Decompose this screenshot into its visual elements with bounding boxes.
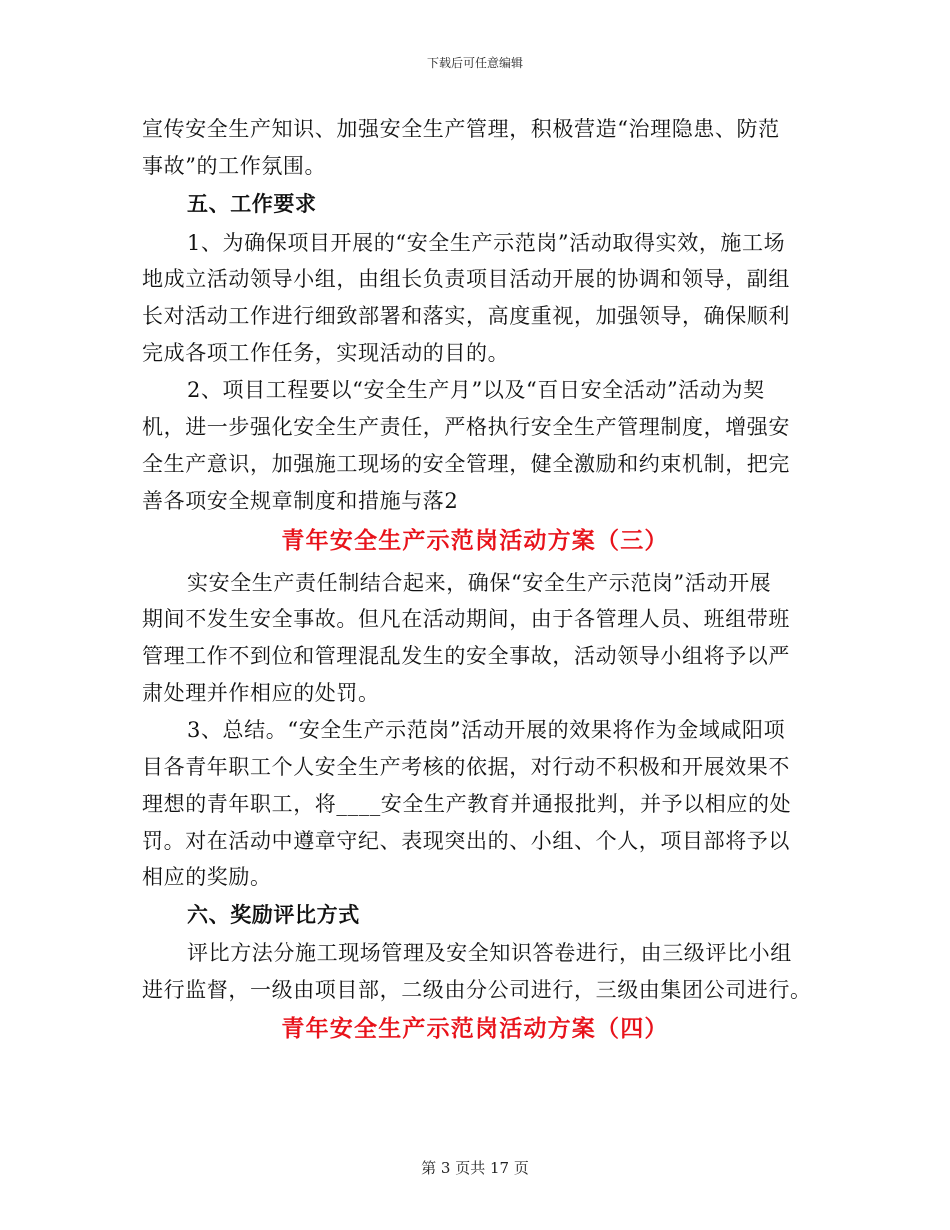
paragraph-line: 机，进一步强化安全生产责任，严格执行安全生产管理制度，增强安 bbox=[142, 415, 790, 439]
paragraph-line: 评比方法分施工现场管理及安全知识答卷进行，由三级评比小组 bbox=[187, 941, 792, 965]
paragraph-line: 2、项目工程要以“安全生产月”以及“百日安全活动”活动为契 bbox=[187, 378, 765, 402]
paragraph-line: 1、为确保项目开展的“安全生产示范岗”活动取得实效，施工场 bbox=[187, 231, 786, 255]
paragraph-line: 管理工作不到位和管理混乱发生的安全事故，活动领导小组将予以严 bbox=[142, 644, 790, 668]
paragraph-line: 理想的青年职工，将____安全生产教育并通报批判，并予以相应的处 bbox=[142, 792, 792, 816]
page-header: 下载后可任意编辑 bbox=[426, 56, 523, 70]
paragraph-line: 善各项安全规章制度和措施与落2 bbox=[142, 489, 459, 513]
paragraph-line: 实安全生产责任制结合起来，确保“安全生产示范岗”活动开展 bbox=[187, 571, 772, 595]
paragraph-line: 相应的奖励。 bbox=[142, 865, 272, 889]
paragraph-line: 肃处理并作相应的处罚。 bbox=[142, 681, 380, 705]
page-footer: 第 3 页共 17 页 bbox=[421, 1159, 529, 1177]
paragraph-line: 完成各项工作任务，实现活动的目的。 bbox=[142, 341, 510, 365]
paragraph-line: 进行监督，一级由项目部，二级由分公司进行，三级由集团公司进行。 bbox=[142, 978, 812, 1002]
paragraph-line: 宣传安全生产知识、加强安全生产管理，积极营造“治理隐患、防范 bbox=[142, 117, 780, 141]
paragraph-line: 事故”的工作氛围。 bbox=[142, 154, 327, 178]
paragraph-line: 地成立活动领导小组，由组长负责项目活动开展的协调和领导，副组 bbox=[142, 267, 790, 291]
paragraph-line: 目各青年职工个人安全生产考核的依据，对行动不积极和开展效果不 bbox=[142, 755, 790, 779]
section-title-4: 青年安全生产示范岗活动方案（四） bbox=[281, 1016, 669, 1042]
paragraph-line: 罚。对在活动中遵章守纪、表现突出的、小组、个人，项目部将予以 bbox=[142, 829, 790, 853]
paragraph-line: 期间不发生安全事故。但凡在活动期间，由于各管理人员、班组带班 bbox=[142, 607, 790, 631]
paragraph-line: 3、总结。“安全生产示范岗”活动开展的效果将作为金域咸阳项 bbox=[187, 718, 786, 742]
paragraph-line: 全生产意识，加强施工现场的安全管理，健全激励和约束机制，把完 bbox=[142, 452, 790, 476]
paragraph-line: 长对活动工作进行细致部署和落实，高度重视，加强领导，确保顺利 bbox=[142, 304, 790, 328]
section-title-3: 青年安全生产示范岗活动方案（三） bbox=[281, 528, 669, 554]
section-heading-requirements: 五、工作要求 bbox=[187, 192, 317, 216]
section-heading-awards: 六、奖励评比方式 bbox=[187, 903, 360, 927]
